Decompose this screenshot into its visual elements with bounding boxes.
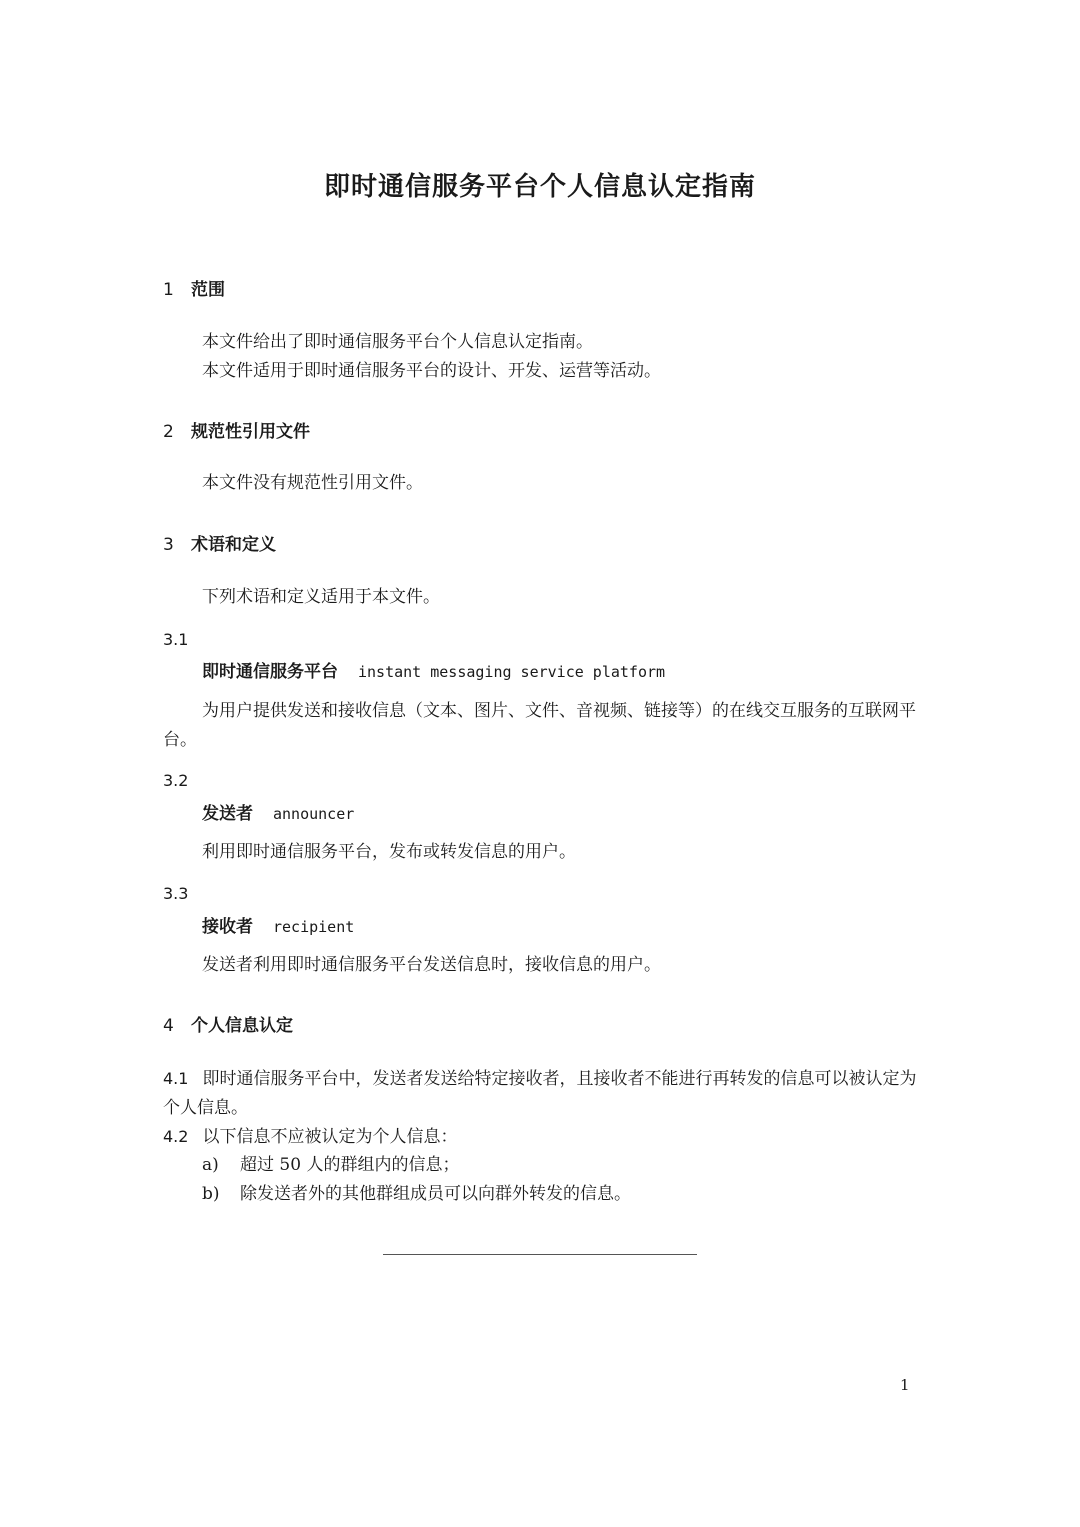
section-heading-4 [163, 1011, 293, 1036]
paragraph: 本文件没有规范性引用文件。 [202, 473, 423, 493]
clause-text: 以下信息不应被认定为个人信息： [202, 1127, 458, 1147]
term-number: 3.2 [163, 771, 189, 790]
clause-4-2 [163, 1122, 457, 1152]
end-rule-divider [383, 1254, 697, 1255]
clause-number: 4.1 [163, 1069, 189, 1088]
term-definition: 发送者利用即时通信服务平台发送信息时，接收信息的用户。 [202, 955, 661, 975]
paragraph: 本文件给出了即时通信服务平台个人信息认定指南。 [202, 332, 593, 352]
term-zh: 发送者 [202, 804, 253, 824]
section-title: 术语和定义 [191, 535, 276, 555]
term-number: 3.1 [163, 630, 189, 649]
paragraph: 下列术语和定义适用于本文件。 [202, 587, 440, 607]
section-heading-3 [163, 530, 276, 555]
clause-4-1 [163, 1064, 923, 1123]
document-title: 即时通信服务平台个人信息认定指南 [323, 172, 756, 202]
list-text: 除发送者外的其他群组成员可以向群外转发的信息。 [240, 1184, 631, 1204]
term-definition: 利用即时通信服务平台，发布或转发信息的用户。 [202, 842, 576, 862]
list-item [202, 1151, 459, 1180]
term-en: instant messaging service platform [358, 663, 666, 681]
clause-number: 4.2 [163, 1127, 189, 1146]
term-number: 3.3 [163, 884, 189, 903]
list-text: 超过 50 人的群组内的信息； [240, 1155, 460, 1175]
list-label: b) [202, 1184, 220, 1204]
term-entry [202, 799, 354, 824]
section-title: 个人信息认定 [191, 1016, 293, 1036]
section-title: 范围 [191, 280, 225, 300]
list-item [202, 1180, 631, 1209]
term-en: recipient [273, 918, 355, 936]
paragraph: 本文件适用于即时通信服务平台的设计、开发、运营等活动。 [202, 361, 661, 381]
term-definition: 为用户提供发送和接收信息（文本、图片、文件、音视频、链接等）的在线交互服务的互联网平台。 [163, 701, 916, 750]
section-heading-2 [163, 417, 310, 442]
page-number: 1 [900, 1376, 910, 1394]
section-number: 2 [163, 422, 174, 442]
section-heading-1 [163, 275, 225, 300]
clause-text: 即时通信服务平台中，发送者发送给特定接收者，且接收者不能进行再转发的信息可以被认定为个人信息。 [163, 1069, 917, 1118]
term-en: announcer [273, 805, 355, 823]
term-entry [202, 657, 665, 682]
term-zh: 接收者 [202, 917, 253, 937]
section-number: 1 [163, 280, 174, 300]
section-number: 4 [163, 1016, 174, 1036]
term-entry [202, 912, 354, 937]
section-title: 规范性引用文件 [191, 422, 310, 442]
section-number: 3 [163, 535, 174, 555]
term-zh: 即时通信服务平台 [202, 662, 338, 682]
list-label: a) [202, 1155, 219, 1175]
